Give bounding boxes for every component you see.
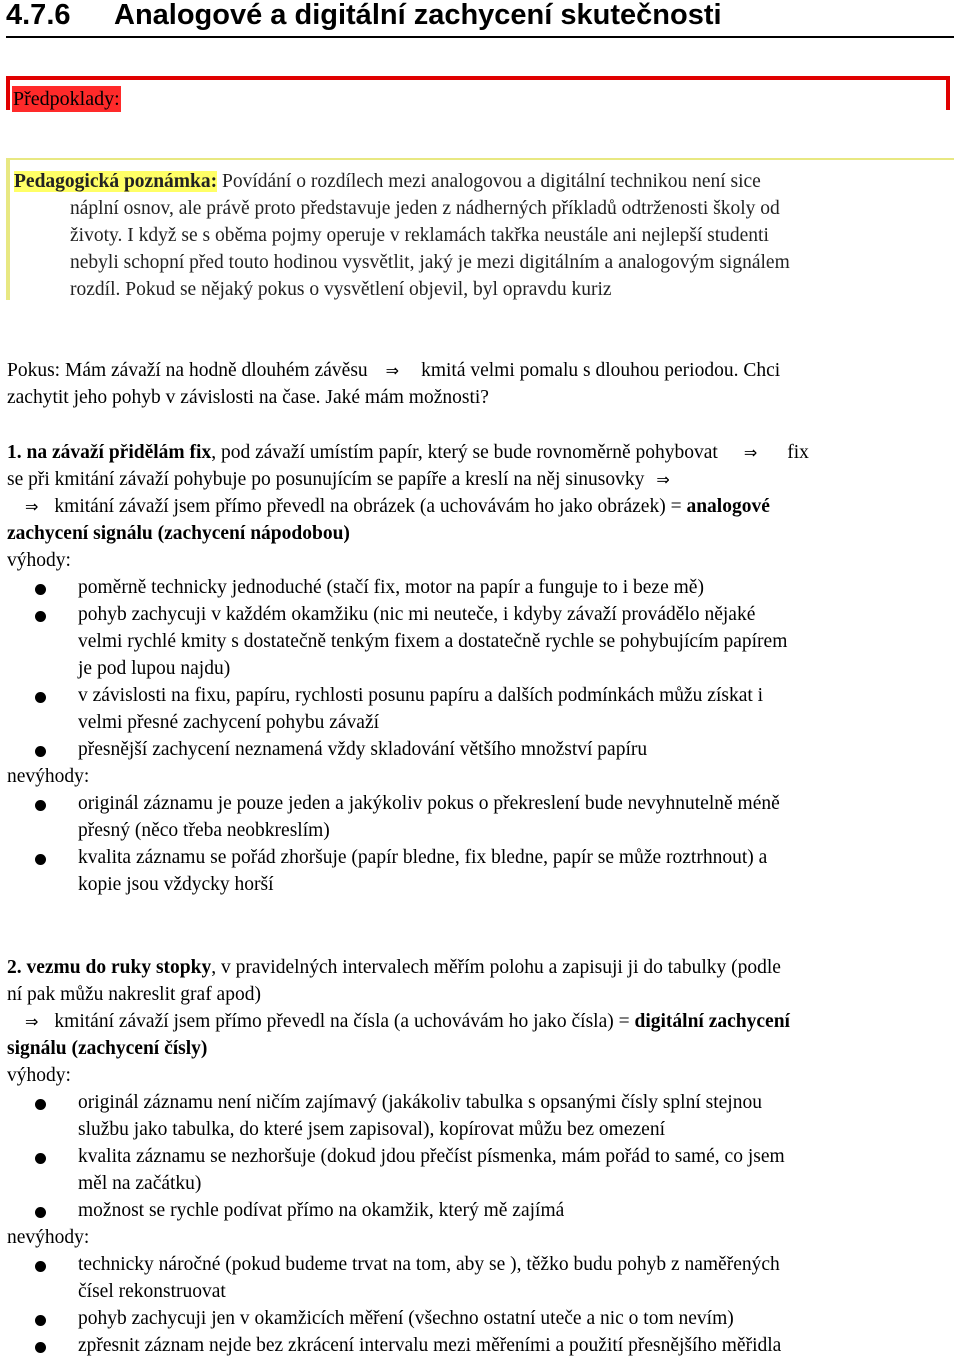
pros-item: originál záznamu není ničím zajímavý (jakákoliv tabulka s opsanými čísly splní stejnou službu jako tabulka, do které jsem zapisoval), kopírovat můžu bez omezení bbox=[7, 1089, 955, 1143]
pros-item: možnost se rychle podívat přímo na okamžik, který mě zajímá bbox=[7, 1197, 955, 1224]
option-2-line: ⇒ kmitání závaží jsem přímo převedl na čísla (a uchovávám ho jako čísla) = digitální zachycení bbox=[7, 1008, 955, 1035]
pedagogical-note bbox=[14, 168, 954, 303]
option-1-analog bbox=[7, 439, 955, 898]
cons-label: nevýhody: bbox=[7, 1227, 90, 1248]
experiment-intro bbox=[7, 357, 955, 411]
implies-arrow-icon: ⇒ bbox=[743, 443, 758, 462]
option-1-line: 1. na závaží přidělám fix, pod závaží umístím papír, který se bude rovnoměrně pohybovat ⇒ fix bbox=[7, 439, 955, 466]
pros-label: výhody: bbox=[7, 550, 71, 571]
pedagogical-note-line: nebyli schopní před touto hodinou vysvětlit, jaký je mezi digitálním a analogovým signálem bbox=[70, 252, 790, 273]
pedagogical-note-label: Pedagogická poznámka: bbox=[14, 171, 218, 192]
section-title: Analogové a digitální zachycení skutečnosti bbox=[114, 0, 722, 31]
pedagogical-note-line: rozdíl. Pokud se nějaký pokus o vysvětlení objevil, byl opravdu kuriz bbox=[70, 279, 612, 300]
pedagogical-note-line: životy. I když se s oběma pojmy operuje v reklamách takřka neustále ani nejlepší studenti bbox=[70, 225, 769, 246]
option-2-line: ní pak můžu nakreslit graf apod) bbox=[7, 984, 261, 1005]
cons-item: technicky náročné (pokud budeme trvat na tom, aby se ), těžko budu pohyb z naměřených čísel rekonstruovat bbox=[7, 1251, 955, 1305]
bullet-icon bbox=[35, 746, 46, 757]
bullet-icon bbox=[35, 1342, 46, 1353]
pros-item: kvalita záznamu se nezhoršuje (dokud jdou přečíst písmenka, mám pořád to samé, co jsem měl na začátku) bbox=[7, 1143, 955, 1197]
cons-label: nevýhody: bbox=[7, 766, 90, 787]
prerequisites-box bbox=[6, 76, 950, 110]
pros-item: poměrně technicky jednoduché (stačí fix, motor na papír a funguje to i beze mě) bbox=[7, 574, 955, 601]
option-1-line: se při kmitání závaží pohybuje po posunujícím se papíře a kreslí na něj sinusovky ⇒ bbox=[7, 466, 955, 493]
implies-arrow-icon: ⇒ bbox=[25, 1012, 39, 1031]
bullet-icon bbox=[35, 1207, 46, 1218]
implies-arrow-icon: ⇒ bbox=[385, 361, 400, 380]
option-2-line: signálu (zachycení čísly) bbox=[7, 1038, 208, 1059]
pedagogical-note-bar bbox=[6, 160, 10, 300]
prerequisites-label: Předpoklady: bbox=[13, 88, 120, 110]
cons-item: zpřesnit záznam nejde bez zkrácení intervalu mezi měřeními a použití přesnějšího měřidla bbox=[7, 1332, 955, 1359]
cons-item: pohyb zachycuji jen v okamžicích měření (všechno ostatní uteče a nic o tom nevím) bbox=[7, 1305, 955, 1332]
title-underline bbox=[6, 36, 954, 38]
bullet-icon bbox=[35, 1261, 46, 1272]
pros-item: přesnější zachycení neznamená vždy skladování většího množství papíru bbox=[7, 736, 955, 763]
pedagogical-note-line: náplní osnov, ale právě proto představuje jeden z nádherných příkladů odtrženosti školy od bbox=[70, 198, 780, 219]
option-2-line: 2. vezmu do ruky stopky, v pravidelných intervalech měřím polohu a zapisuji ji do tabulky (podle bbox=[7, 957, 781, 978]
option-1-line: zachycení signálu (zachycení nápodobou) bbox=[7, 523, 350, 544]
bullet-icon bbox=[35, 1153, 46, 1164]
bullet-icon bbox=[35, 611, 46, 622]
pedagogical-note-rule bbox=[6, 158, 954, 160]
bullet-icon bbox=[35, 584, 46, 595]
implies-arrow-icon: ⇒ bbox=[25, 497, 39, 516]
bullet-icon bbox=[35, 800, 46, 811]
bullet-icon bbox=[35, 1099, 46, 1110]
cons-item: originál záznamu je pouze jeden a jakýkoliv pokus o překreslení bude nevyhnutelně méně přesný (něco třeba neobkreslím) bbox=[7, 790, 955, 844]
pedagogical-note-line: Pedagogická poznámka: Povídání o rozdílech mezi analogovou a digitální technikou není sice bbox=[14, 171, 761, 192]
page-title bbox=[6, 0, 722, 34]
bullet-icon bbox=[35, 854, 46, 865]
experiment-line: Pokus: Mám závaží na hodně dlouhém závěsu ⇒ kmitá velmi pomalu s dlouhou periodou. Chci bbox=[7, 357, 955, 384]
bullet-icon bbox=[35, 692, 46, 703]
pros-item: v závislosti na fixu, papíru, rychlosti posunu papíru a dalších podmínkách můžu získat i velmi přesné zachycení pohybu závaží bbox=[7, 682, 955, 736]
option-2-digital bbox=[7, 954, 955, 1359]
bullet-icon bbox=[35, 1315, 46, 1326]
pros-item: pohyb zachycuji v každém okamžiku (nic mi neuteče, i kdyby závaží provádělo nějaké velmi rychlé kmity s dostatečně tenkým fixem a dostatečně rychle se pohybujícím papírem je pod lupou najdu) bbox=[7, 601, 955, 682]
experiment-line: zachytit jeho pohyb v závislosti na čase. Jaké mám možnosti? bbox=[7, 387, 489, 408]
pros-label: výhody: bbox=[7, 1065, 71, 1086]
cons-item: kvalita záznamu se pořád zhoršuje (papír bledne, fix bledne, papír se může roztrhnout) a kopie jsou vždycky horší bbox=[7, 844, 955, 898]
section-number: 4.7.6 bbox=[6, 0, 71, 31]
option-1-line: ⇒ kmitání závaží jsem přímo převedl na obrázek (a uchovávám ho jako obrázek) = analogové bbox=[7, 493, 955, 520]
implies-arrow-icon: ⇒ bbox=[656, 470, 670, 489]
